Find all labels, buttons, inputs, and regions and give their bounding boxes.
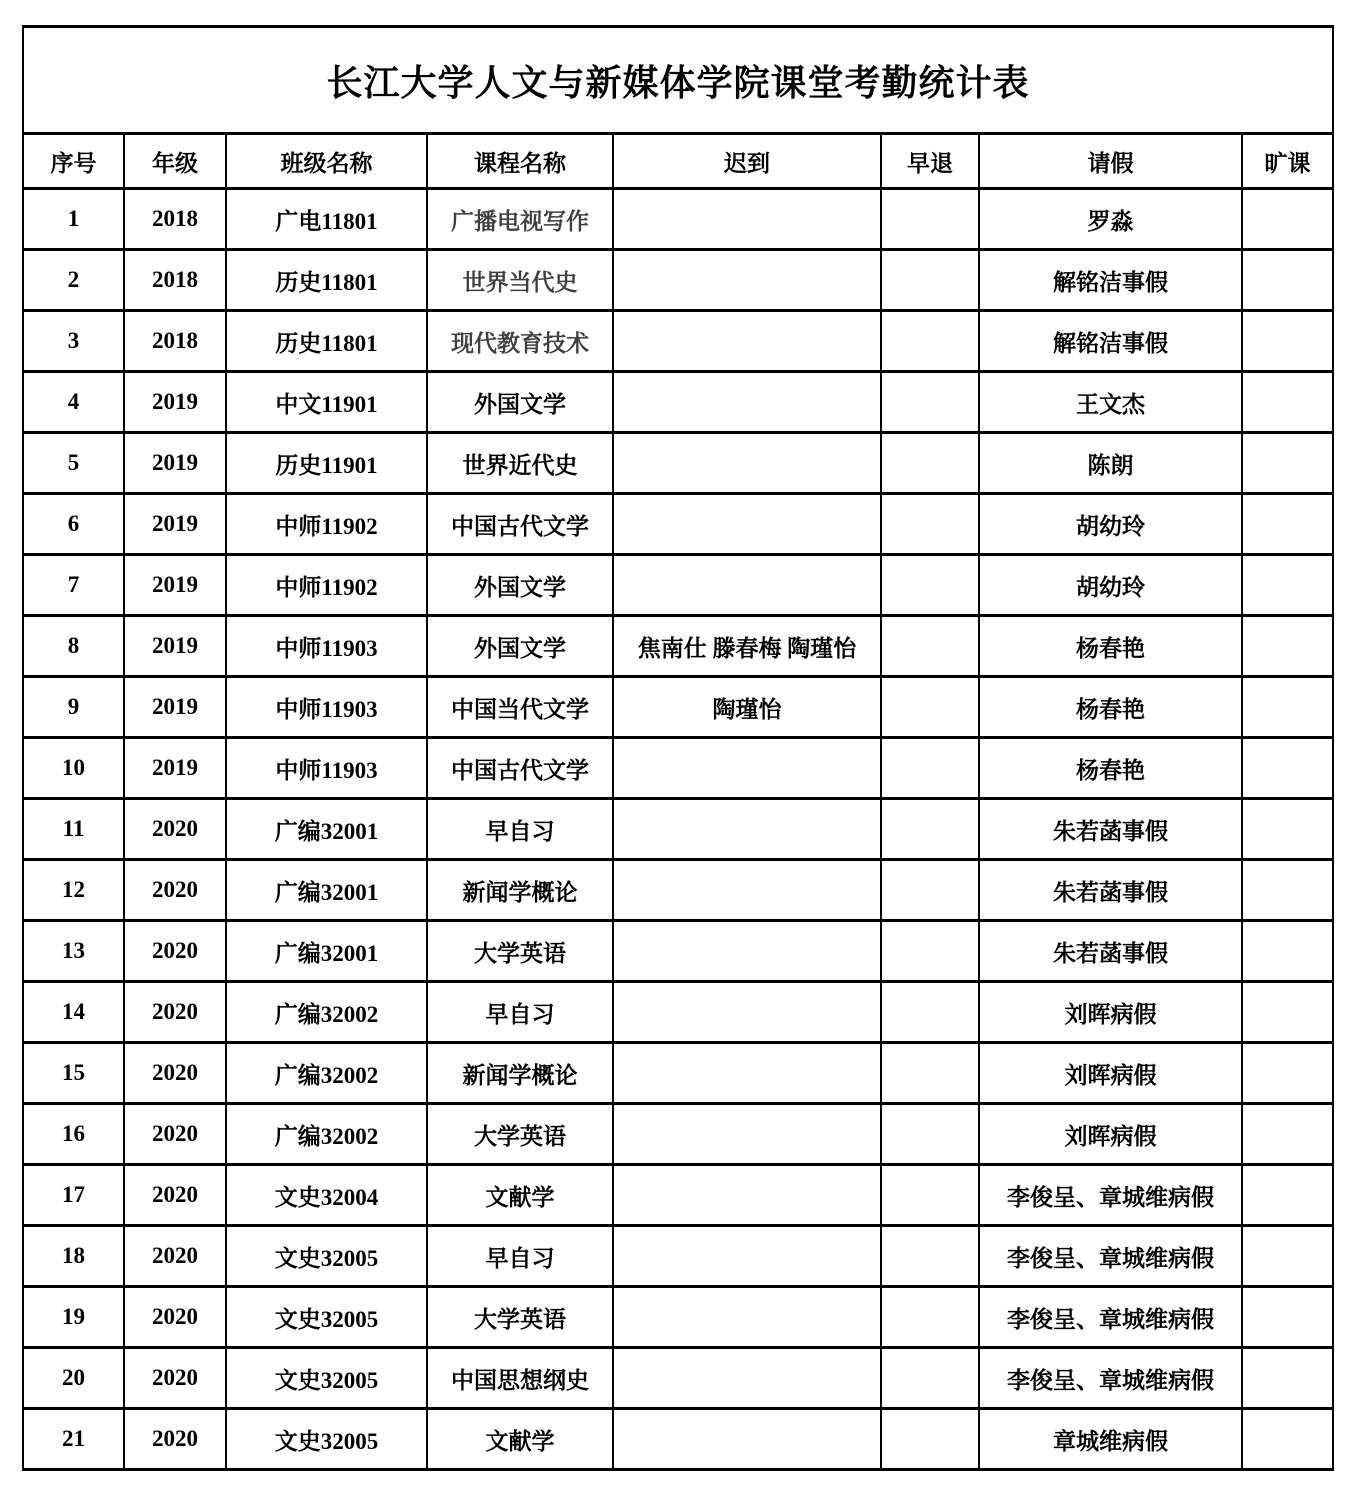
cell-grade: 2020: [124, 1104, 226, 1165]
cell-index: 4: [23, 372, 124, 433]
cell-class-name: 历史11901: [226, 433, 427, 494]
cell-early-leave: [881, 494, 979, 555]
cell-early-leave: [881, 250, 979, 311]
cell-late: [613, 433, 881, 494]
cell-late: [613, 1348, 881, 1409]
cell-absent: [1242, 1409, 1333, 1470]
cell-early-leave: [881, 738, 979, 799]
cell-late: [613, 860, 881, 921]
table-row: [23, 494, 1333, 555]
cell-index: 7: [23, 555, 124, 616]
cell-class-name: 广编32001: [226, 921, 427, 982]
table-row: [23, 433, 1333, 494]
cell-absent: [1242, 311, 1333, 372]
cell-class-name: 中师11903: [226, 738, 427, 799]
cell-course-name: 外国文学: [427, 555, 613, 616]
cell-course-name: 早自习: [427, 1226, 613, 1287]
cell-course-name: 外国文学: [427, 616, 613, 677]
cell-index: 14: [23, 982, 124, 1043]
cell-class-name: 文史32005: [226, 1287, 427, 1348]
table-row: [23, 311, 1333, 372]
cell-class-name: 广编32002: [226, 1104, 427, 1165]
cell-late: [613, 982, 881, 1043]
cell-late: [613, 189, 881, 250]
column-header-grade: 年级: [124, 134, 226, 189]
cell-early-leave: [881, 1409, 979, 1470]
cell-course-name: 中国思想纲史: [427, 1348, 613, 1409]
cell-leave: 朱若菡事假: [979, 921, 1242, 982]
cell-leave: 胡幼玲: [979, 494, 1242, 555]
cell-leave: 刘晖病假: [979, 982, 1242, 1043]
cell-course-name: 文献学: [427, 1165, 613, 1226]
cell-absent: [1242, 250, 1333, 311]
cell-absent: [1242, 494, 1333, 555]
cell-leave: 章城维病假: [979, 1409, 1242, 1470]
cell-late: 陶瑾怡: [613, 677, 881, 738]
cell-early-leave: [881, 982, 979, 1043]
cell-leave: 李俊呈、章城维病假: [979, 1226, 1242, 1287]
cell-early-leave: [881, 555, 979, 616]
table-row: [23, 921, 1333, 982]
table-row: [23, 1348, 1333, 1409]
cell-class-name: 中师11902: [226, 494, 427, 555]
cell-index: 8: [23, 616, 124, 677]
cell-leave: 陈朗: [979, 433, 1242, 494]
cell-course-name: 中国古代文学: [427, 494, 613, 555]
cell-absent: [1242, 1226, 1333, 1287]
cell-early-leave: [881, 311, 979, 372]
cell-grade: 2018: [124, 250, 226, 311]
cell-class-name: 中文11901: [226, 372, 427, 433]
cell-leave: 解铭洁事假: [979, 311, 1242, 372]
cell-absent: [1242, 1165, 1333, 1226]
cell-grade: 2019: [124, 616, 226, 677]
cell-index: 19: [23, 1287, 124, 1348]
cell-index: 11: [23, 799, 124, 860]
cell-late: [613, 799, 881, 860]
table-row: [23, 1104, 1333, 1165]
cell-late: 焦南仕 滕春梅 陶瑾怡: [613, 616, 881, 677]
cell-late: [613, 250, 881, 311]
table-row: [23, 372, 1333, 433]
table-head: [23, 27, 1333, 189]
cell-index: 12: [23, 860, 124, 921]
cell-grade: 2020: [124, 860, 226, 921]
title-row: [23, 27, 1333, 134]
cell-course-name: 大学英语: [427, 1287, 613, 1348]
cell-early-leave: [881, 1287, 979, 1348]
cell-leave: 王文杰: [979, 372, 1242, 433]
table-row: [23, 738, 1333, 799]
cell-late: [613, 1165, 881, 1226]
cell-absent: [1242, 677, 1333, 738]
column-header-index: 序号: [23, 134, 124, 189]
cell-index: 13: [23, 921, 124, 982]
cell-index: 5: [23, 433, 124, 494]
cell-index: 2: [23, 250, 124, 311]
cell-course-name: 世界当代史: [427, 250, 613, 311]
cell-class-name: 历史11801: [226, 311, 427, 372]
cell-index: 3: [23, 311, 124, 372]
cell-class-name: 中师11903: [226, 677, 427, 738]
cell-index: 10: [23, 738, 124, 799]
cell-grade: 2020: [124, 799, 226, 860]
table-row: [23, 677, 1333, 738]
cell-grade: 2020: [124, 1043, 226, 1104]
cell-course-name: 中国当代文学: [427, 677, 613, 738]
attendance-table: [22, 25, 1334, 1471]
column-header-absent: 旷课: [1242, 134, 1333, 189]
cell-course-name: 早自习: [427, 799, 613, 860]
cell-late: [613, 1287, 881, 1348]
cell-absent: [1242, 1348, 1333, 1409]
cell-class-name: 文史32005: [226, 1409, 427, 1470]
cell-grade: 2020: [124, 1348, 226, 1409]
cell-early-leave: [881, 1104, 979, 1165]
table-row: [23, 860, 1333, 921]
cell-grade: 2019: [124, 372, 226, 433]
cell-leave: 刘晖病假: [979, 1104, 1242, 1165]
cell-leave: 李俊呈、章城维病假: [979, 1287, 1242, 1348]
cell-absent: [1242, 433, 1333, 494]
cell-absent: [1242, 616, 1333, 677]
column-header-early-leave: 早退: [881, 134, 979, 189]
table-row: [23, 1226, 1333, 1287]
cell-index: 20: [23, 1348, 124, 1409]
cell-index: 21: [23, 1409, 124, 1470]
cell-late: [613, 921, 881, 982]
cell-late: [613, 372, 881, 433]
cell-class-name: 广编32002: [226, 1043, 427, 1104]
cell-course-name: 早自习: [427, 982, 613, 1043]
cell-class-name: 广编32002: [226, 982, 427, 1043]
cell-class-name: 广编32001: [226, 799, 427, 860]
cell-early-leave: [881, 921, 979, 982]
cell-grade: 2020: [124, 1226, 226, 1287]
column-header-late: 迟到: [613, 134, 881, 189]
cell-class-name: 中师11903: [226, 616, 427, 677]
cell-absent: [1242, 860, 1333, 921]
cell-early-leave: [881, 799, 979, 860]
cell-late: [613, 1409, 881, 1470]
cell-early-leave: [881, 1165, 979, 1226]
cell-index: 16: [23, 1104, 124, 1165]
cell-class-name: 中师11902: [226, 555, 427, 616]
column-header-leave: 请假: [979, 134, 1242, 189]
cell-course-name: 文献学: [427, 1409, 613, 1470]
column-header-course-name: 课程名称: [427, 134, 613, 189]
cell-leave: 刘晖病假: [979, 1043, 1242, 1104]
cell-grade: 2019: [124, 494, 226, 555]
table-row: [23, 555, 1333, 616]
column-header-class-name: 班级名称: [226, 134, 427, 189]
cell-grade: 2019: [124, 738, 226, 799]
cell-grade: 2018: [124, 311, 226, 372]
cell-early-leave: [881, 677, 979, 738]
cell-early-leave: [881, 616, 979, 677]
table-row: [23, 189, 1333, 250]
cell-absent: [1242, 189, 1333, 250]
cell-index: 18: [23, 1226, 124, 1287]
cell-leave: 罗淼: [979, 189, 1242, 250]
table-row: [23, 250, 1333, 311]
cell-leave: 李俊呈、章城维病假: [979, 1165, 1242, 1226]
cell-grade: 2019: [124, 433, 226, 494]
cell-leave: 胡幼玲: [979, 555, 1242, 616]
cell-grade: 2018: [124, 189, 226, 250]
cell-class-name: 文史32004: [226, 1165, 427, 1226]
cell-grade: 2019: [124, 555, 226, 616]
table-row: [23, 982, 1333, 1043]
cell-late: [613, 311, 881, 372]
header-row: [23, 134, 1333, 189]
cell-course-name: 广播电视写作: [427, 189, 613, 250]
cell-course-name: 中国古代文学: [427, 738, 613, 799]
cell-early-leave: [881, 189, 979, 250]
cell-course-name: 新闻学概论: [427, 860, 613, 921]
cell-late: [613, 1226, 881, 1287]
cell-late: [613, 1043, 881, 1104]
cell-absent: [1242, 982, 1333, 1043]
cell-early-leave: [881, 372, 979, 433]
cell-leave: 解铭洁事假: [979, 250, 1242, 311]
cell-early-leave: [881, 1226, 979, 1287]
cell-early-leave: [881, 1043, 979, 1104]
cell-late: [613, 555, 881, 616]
cell-class-name: 广编32001: [226, 860, 427, 921]
cell-course-name: 大学英语: [427, 921, 613, 982]
cell-index: 6: [23, 494, 124, 555]
table-row: [23, 1043, 1333, 1104]
cell-course-name: 大学英语: [427, 1104, 613, 1165]
cell-absent: [1242, 921, 1333, 982]
cell-grade: 2020: [124, 1287, 226, 1348]
table-row: [23, 1409, 1333, 1470]
cell-course-name: 新闻学概论: [427, 1043, 613, 1104]
cell-leave: 李俊呈、章城维病假: [979, 1348, 1242, 1409]
cell-grade: 2020: [124, 1409, 226, 1470]
cell-absent: [1242, 555, 1333, 616]
cell-class-name: 历史11801: [226, 250, 427, 311]
cell-index: 15: [23, 1043, 124, 1104]
table-row: [23, 616, 1333, 677]
table-body: [23, 189, 1333, 1470]
cell-leave: 朱若菡事假: [979, 860, 1242, 921]
cell-absent: [1242, 372, 1333, 433]
cell-early-leave: [881, 1348, 979, 1409]
cell-class-name: 文史32005: [226, 1348, 427, 1409]
cell-leave: 朱若菡事假: [979, 799, 1242, 860]
cell-leave: 杨春艳: [979, 677, 1242, 738]
cell-course-name: 现代教育技术: [427, 311, 613, 372]
cell-class-name: 文史32005: [226, 1226, 427, 1287]
cell-leave: 杨春艳: [979, 616, 1242, 677]
cell-late: [613, 1104, 881, 1165]
cell-grade: 2020: [124, 921, 226, 982]
cell-course-name: 世界近代史: [427, 433, 613, 494]
cell-grade: 2020: [124, 982, 226, 1043]
cell-index: 1: [23, 189, 124, 250]
cell-absent: [1242, 1104, 1333, 1165]
cell-absent: [1242, 1043, 1333, 1104]
cell-index: 17: [23, 1165, 124, 1226]
cell-absent: [1242, 738, 1333, 799]
cell-late: [613, 738, 881, 799]
table-row: [23, 1165, 1333, 1226]
cell-absent: [1242, 799, 1333, 860]
cell-class-name: 广电11801: [226, 189, 427, 250]
table-row: [23, 1287, 1333, 1348]
cell-grade: 2020: [124, 1165, 226, 1226]
page-title: 长江大学人文与新媒体学院课堂考勤统计表: [23, 27, 1333, 134]
cell-early-leave: [881, 860, 979, 921]
cell-early-leave: [881, 433, 979, 494]
cell-late: [613, 494, 881, 555]
cell-grade: 2019: [124, 677, 226, 738]
cell-leave: 杨春艳: [979, 738, 1242, 799]
cell-course-name: 外国文学: [427, 372, 613, 433]
cell-index: 9: [23, 677, 124, 738]
cell-absent: [1242, 1287, 1333, 1348]
table-row: [23, 799, 1333, 860]
